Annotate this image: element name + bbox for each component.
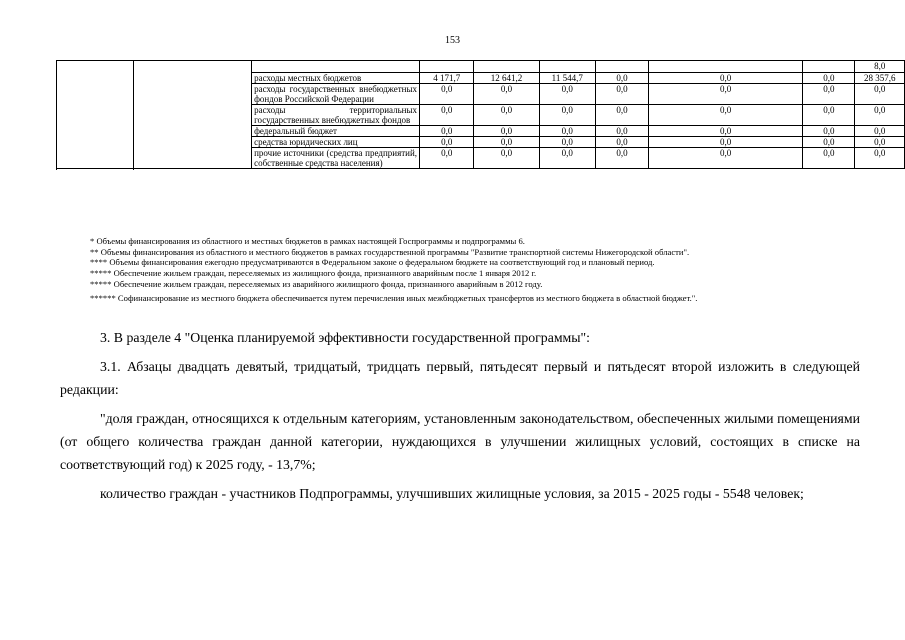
- footnote: **** Объемы финансирования ежегодно предусматриваются в Федеральном законе о федеральном бюджете на соответствующий год и плановый период.: [90, 257, 655, 268]
- financing-table: [56, 60, 905, 169]
- table-cell: 0,0: [539, 137, 595, 148]
- table-row: [57, 61, 905, 73]
- table-cell: 0,0: [803, 84, 855, 105]
- table-cell: 11 544,7: [539, 73, 595, 84]
- merged-cell: [134, 61, 252, 169]
- paragraph: "доля граждан, относящихся к отдельным категориям, установленным законодательством, обеспеченных жилыми помещениями (от общего количества граждан данной категории, нуждающихся в улучшении жилищных условий, состоящих в списке на соответствующий год) к 2025 году, - 13,7%;: [60, 411, 860, 472]
- table-cell: 0,0: [803, 148, 855, 169]
- table-cell: 0,0: [649, 137, 803, 148]
- document-body: [60, 326, 860, 511]
- table-cell: 0,0: [855, 126, 905, 137]
- table-cell: 0,0: [539, 126, 595, 137]
- table-cell: 0,0: [474, 126, 539, 137]
- footnote: ***** Обеспечение жильем граждан, переселяемых из аварийного жилищного фонда, признанного аварийным в 2012 году.: [90, 278, 543, 289]
- table-cell: 0,0: [539, 84, 595, 105]
- table-cell: 0,0: [474, 105, 539, 126]
- table-cell: 12 641,2: [474, 73, 539, 84]
- table-cell: 0,0: [539, 105, 595, 126]
- table-cell: 0,0: [474, 148, 539, 169]
- table-cell: 0,0: [803, 126, 855, 137]
- table-row-label: расходы территориальных государственных внебюджетных фондов: [252, 105, 420, 126]
- table-cell: 4 171,7: [420, 73, 474, 84]
- footnote: ****** Софинансирование из местного бюджета обеспечивается путем перечисления иных межбюджетных трансфертов из местного бюджета в областной бюджет.".: [90, 292, 698, 303]
- table-cell: 0,0: [420, 137, 474, 148]
- table-cell: 0,0: [855, 84, 905, 105]
- table-cell: 0,0: [595, 137, 648, 148]
- table-cell: 0,0: [803, 137, 855, 148]
- table-cell: 28 357,6: [855, 73, 905, 84]
- table-cell: 0,0: [649, 73, 803, 84]
- table-row-label: расходы государственных внебюджетных фондов Российской Федерации: [252, 84, 420, 105]
- table-cell: 0,0: [649, 148, 803, 169]
- table-cell: 0,0: [474, 137, 539, 148]
- table-cell: 0,0: [420, 84, 474, 105]
- table-cell: 0,0: [855, 137, 905, 148]
- footnote: ***** Обеспечение жильем граждан, переселяемых из жилищного фонда, признанного аварийным после 1 января 2012 г.: [90, 268, 537, 279]
- table-row-label: расходы местных бюджетов: [252, 73, 420, 84]
- table-row-label: прочие источники (средства предприятий, собственные средства населения): [252, 148, 420, 169]
- table-cell: 0,0: [595, 148, 648, 169]
- paragraph: 3.1. Абзацы двадцать девятый, тридцатый, тридцать первый, пятьдесят первый и пятьдесят второй изложить в следующей редакции:: [60, 359, 860, 397]
- table-cell: 0,0: [855, 105, 905, 126]
- merged-cell: [57, 61, 134, 169]
- table-row-label: федеральный бюджет: [252, 126, 420, 137]
- table-cell: 0,0: [595, 84, 648, 105]
- table-cell: 0,0: [539, 148, 595, 169]
- footnotes: [90, 236, 697, 303]
- table-cell: 0,0: [595, 73, 648, 84]
- page-number: 153: [445, 35, 460, 46]
- table-cell: 0,0: [420, 148, 474, 169]
- table-cell: 0,0: [420, 126, 474, 137]
- paragraph: количество граждан - участников Подпрограммы, улучшивших жилищные условия, за 2015 - 2025 годы - 5548 человек;: [100, 486, 804, 501]
- table-cell: 0,0: [855, 148, 905, 169]
- table-cell: 0,0: [595, 105, 648, 126]
- table-cell: 0,0: [649, 84, 803, 105]
- table-cell: 8,0: [855, 61, 905, 73]
- table-cell: 0,0: [803, 73, 855, 84]
- table-row-label: средства юридических лиц: [252, 137, 420, 148]
- table-cell: 0,0: [474, 84, 539, 105]
- footnote: ** Объемы финансирования из областного и местного бюджетов в рамках государственной программы "Развитие транспортной системы Нижегородской области".: [90, 246, 690, 257]
- table-cell: 0,0: [649, 105, 803, 126]
- table-cell: 0,0: [649, 126, 803, 137]
- footnote: * Объемы финансирования из областного и местных бюджетов в рамках настоящей Госпрограммы и подпрограммы 6.: [90, 236, 525, 246]
- table-cell: 0,0: [420, 105, 474, 126]
- table-cell: 0,0: [803, 105, 855, 126]
- table-cell: 0,0: [595, 126, 648, 137]
- paragraph: 3. В разделе 4 "Оценка планируемой эффективности государственной программы":: [100, 330, 591, 345]
